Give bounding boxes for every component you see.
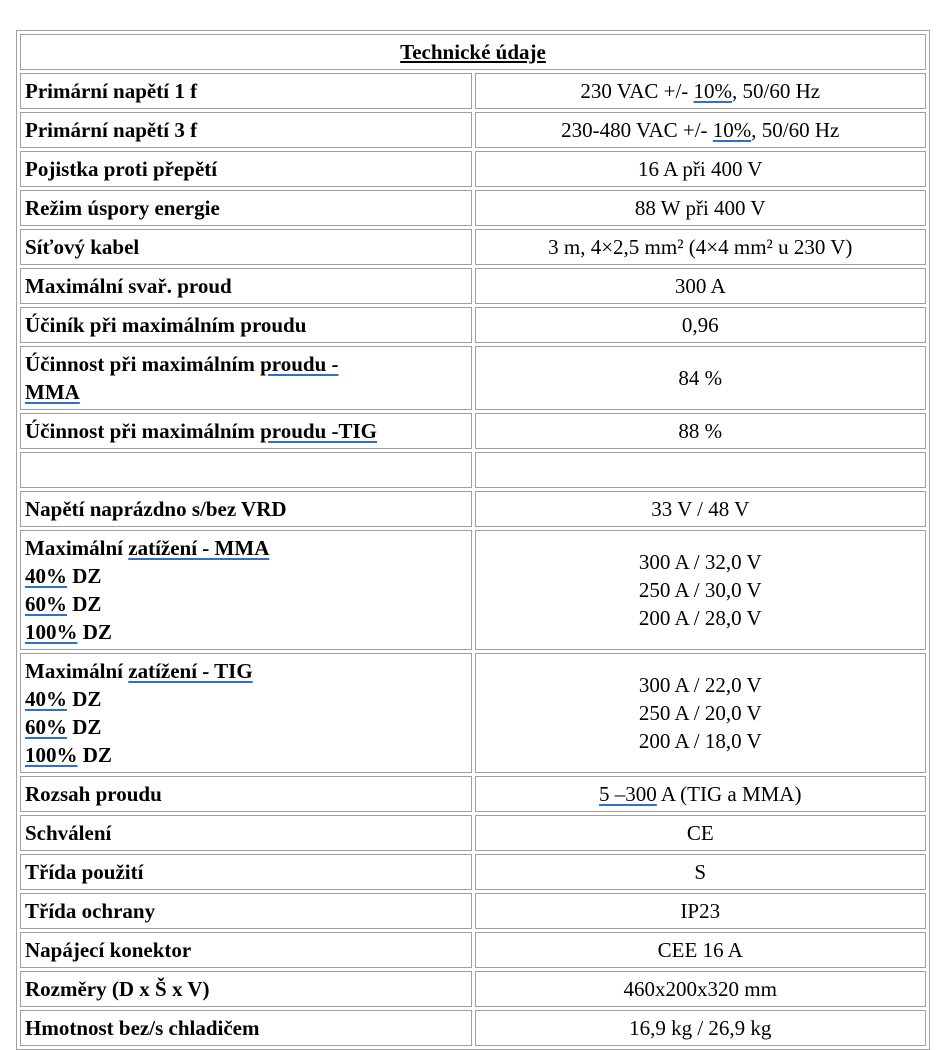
- table-row: [20, 229, 926, 265]
- row-label: Třída ochrany: [20, 893, 472, 929]
- row-value: 33 V / 48 V: [475, 491, 927, 527]
- table-row: [20, 653, 926, 773]
- row-label: Síťový kabel: [20, 229, 472, 265]
- row-label: Primární napětí 1 f: [20, 73, 472, 109]
- row-label: Maximální svař. proud: [20, 268, 472, 304]
- table-row-empty: [20, 452, 926, 488]
- row-value: S: [475, 854, 927, 890]
- row-value: 230-480 VAC +/- 10%, 50/60 Hz: [475, 112, 927, 148]
- table-row: [20, 413, 926, 449]
- row-label: Účiník při maximálním proudu: [20, 307, 472, 343]
- row-label: Rozsah proudu: [20, 776, 472, 812]
- row-value: 3 m, 4×2,5 mm² (4×4 mm² u 230 V): [475, 229, 927, 265]
- row-value: 5 –300 A (TIG a MMA): [475, 776, 927, 812]
- table-row: [20, 73, 926, 109]
- table-title: Technické údaje: [20, 34, 926, 70]
- table-row: [20, 151, 926, 187]
- row-label: Účinnost při maximálním proudu - MMA: [20, 346, 472, 410]
- row-value: IP23: [475, 893, 927, 929]
- table-row: [20, 268, 926, 304]
- table-row: [20, 971, 926, 1007]
- row-label: Napájecí konektor: [20, 932, 472, 968]
- table-row: [20, 893, 926, 929]
- row-value: 16,9 kg / 26,9 kg: [475, 1010, 927, 1046]
- table-row: [20, 346, 926, 410]
- table-row: [20, 854, 926, 890]
- table-row: [20, 491, 926, 527]
- row-label: Primární napětí 3 f: [20, 112, 472, 148]
- row-label: Schválení: [20, 815, 472, 851]
- table-row: [20, 815, 926, 851]
- row-label: Hmotnost bez/s chladičem: [20, 1010, 472, 1046]
- table-row: [20, 307, 926, 343]
- row-label: Režim úspory energie: [20, 190, 472, 226]
- row-value: 460x200x320 mm: [475, 971, 927, 1007]
- row-value: 88 W při 400 V: [475, 190, 927, 226]
- spec-table: [16, 30, 930, 1050]
- row-value: 300 A: [475, 268, 927, 304]
- table-row: [20, 112, 926, 148]
- row-value: 300 A / 32,0 V 250 A / 30,0 V 200 A / 28,0 V: [475, 530, 927, 650]
- table-row: [20, 530, 926, 650]
- table-row: [20, 776, 926, 812]
- row-label: [20, 452, 472, 488]
- table-row: [20, 1010, 926, 1046]
- row-label: Napětí naprázdno s/bez VRD: [20, 491, 472, 527]
- row-value: 230 VAC +/- 10%, 50/60 Hz: [475, 73, 927, 109]
- row-value: [475, 452, 927, 488]
- row-label: Maximální zatížení - MMA 40% DZ 60% DZ 100% DZ: [20, 530, 472, 650]
- row-value: 84 %: [475, 346, 927, 410]
- row-value: 0,96: [475, 307, 927, 343]
- row-label: Rozměry (D x Š x V): [20, 971, 472, 1007]
- spec-sheet: [16, 30, 930, 1050]
- table-title-row: [20, 34, 926, 70]
- row-label: Účinnost při maximálním proudu -TIG: [20, 413, 472, 449]
- table-row: [20, 190, 926, 226]
- table-row: [20, 932, 926, 968]
- row-value: 300 A / 22,0 V 250 A / 20,0 V 200 A / 18,0 V: [475, 653, 927, 773]
- row-value: 16 A při 400 V: [475, 151, 927, 187]
- row-label: Pojistka proti přepětí: [20, 151, 472, 187]
- row-value: 88 %: [475, 413, 927, 449]
- row-value: CE: [475, 815, 927, 851]
- row-label: Třída použití: [20, 854, 472, 890]
- row-value: CEE 16 A: [475, 932, 927, 968]
- row-label: Maximální zatížení - TIG 40% DZ 60% DZ 100% DZ: [20, 653, 472, 773]
